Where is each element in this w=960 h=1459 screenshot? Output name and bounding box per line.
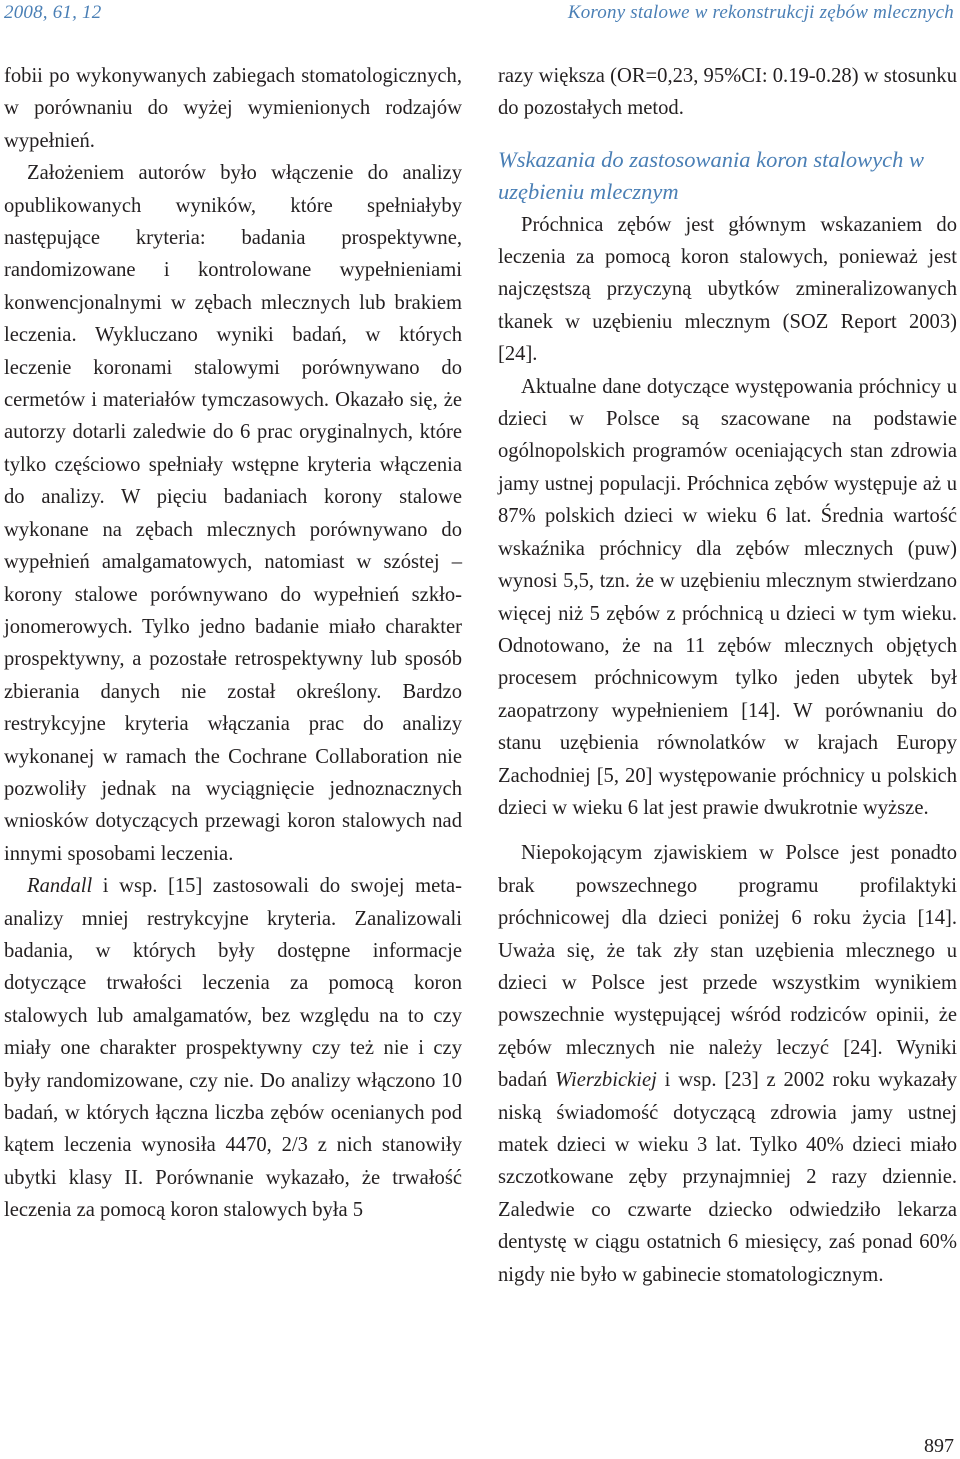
paragraph-caries-indication: Próchnica zębów jest głównym wskazaniem do leczenia za pomocą koron stalowych, ponieważ jest najczęstszą przyczyną ubytków zmineralizowanych tkanek w uzębieniu mlecznym (SOZ Report 2003) [24]. (498, 213, 957, 366)
left-column (4, 60, 462, 1227)
author-wierzbicka: Wierzbickiej (555, 1069, 657, 1092)
section-heading: Wskazania do zastosowania koron stalowych w uzębieniu mlecznym (498, 146, 925, 205)
paragraph-prevention (498, 837, 957, 1291)
paragraph-randall (4, 870, 462, 1226)
author-randall: Randall (27, 875, 93, 898)
paragraph-inclusion-criteria: Założeniem autorów było włączenie do analizy opublikowanych wyników, które spełniałyby następujące kryteria: badania prospektywne, randomizowane i kontrolowane wypełnieniami konwencjonalnymi w zębach mlecznych lub brakiem leczenia. Wykluczano wyniki badań, w których leczenie koronami stalowymi porównywano do cermetów i materiałów tymczasowych. Okazało się, że autorzy dotarli zaledwie do 6 prac oryginalnych, które tylko częściowo spełniały wstępne kryteria włączenia do analizy. W pięciu badaniach korony stalowe wykonane na zębach mlecznych porównywano do wypełnień amalgamatowych, natomiast w szóstej – korony stalowe porównywano do wypełnień szkło-jonomerowych. Tylko jedno badanie miało charakter prospektywny, a pozostałe retrospektywny lub sposób zbierania danych nie został określony. Bardzo restrykcyjne kryteria włączania prac do analizy wykonanej w ramach the Cochrane Collaboration nie pozwoliły jednak na wyciągnięcie jednoznacznych wniosków dotyczących przewagi koron stalowych nad innymi sposobami leczenia. (4, 162, 462, 865)
running-title: Korony stalowe w rekonstrukcji zębów mlecznych (567, 2, 954, 23)
paragraph-caries-statistics: Aktualne dane dotyczące występowania próchnicy u dzieci w Polsce są szacowane na podstawie ogólnopolskich programów oceniających stan zdrowia jamy ustnej populacji. Próchnica zębów występuje aż u 87% polskich dzieci w wieku 6 lat. Średnia wartość wskaźnika próchnicy dla zębów mlecznych (puw) wynosi 5,5, tzn. że w uzębieniu mlecznym stwierdzano więcej niż 5 zębów z próchnicą u dzieci w tym wieku. Odnotowano, że na 11 zębów mlecznych objętych procesem próchnicowym tylko jeden ubytek był zaopatrzony wypełnieniem [14]. W porównaniu do stanu uzębienia równolatków w krajach Europy Zachodniej [5, 20] występowanie próchnicy u polskich dzieci w wieku 6 lat jest prawie dwukrotnie wyższe. (498, 375, 957, 819)
paragraph-prevention-text-b: i wsp. [23] z 2002 roku wykazały niską świadomość dotyczącą zdrowia jamy ustnej matek dzieci w wieku 3 lat. Tylko 40% dzieci miało szczotkowane zęby przynajmniej 2 razy dziennie. Zaledwie co czwarte dziecko odwiedziło lekarza dentystę w ciągu ostatnich 6 miesięcy, zaś ponad 60% nigdy nie było w gabinecie stomatologicznym. (498, 1069, 957, 1286)
paragraph-continuation: razy większa (OR=0,23, 95%CI: 0.19-0.28) w stosunku do pozostałych metod. (498, 65, 957, 120)
paragraph-randall-text: i wsp. [15] zastosowali do swojej meta-analizy mniej restrykcyjne kryteria. Zanalizowali badania, w których były dostępne informacje dotyczące trwałości leczenia za pomocą koron stalowych lub amalgamatów, bez względu na to czy miały one charakter prospektywny czy też nie i czy były randomizowane, czy nie. Do analizy włączono 10 badań, w których łączna liczba zębów ocenianych pod kątem leczenia wynosiła 4470, 2/3 z nich stanowiły ubytki klasy II. Porównanie wykazało, że trwałość leczenia za pomocą koron stalowych była 5 (4, 875, 462, 1222)
paragraph-prevention-text-a: Niepokojącym zjawiskiem w Polsce jest ponadto brak powszechnego programu profilaktyki próchnicowej dla dzieci poniżej 6 roku życia [14]. Uważa się, że tak zły stan uzębienia mlecznego u dzieci w Polsce jest przede wszystkim wynikiem powszechnie występującej wśród rodziców opinii, że zębów mlecznych nie należy leczyć [24]. Wyniki badań (498, 842, 957, 1092)
page-number: 897 (924, 1435, 954, 1457)
paragraph-fobii: fobii po wykonywanych zabiegach stomatologicznych, w porównaniu do wyżej wymienionych rodzajów wypełnień. (4, 65, 462, 152)
right-column (498, 60, 957, 1291)
journal-reference: 2008, 61, 12 (4, 2, 102, 23)
